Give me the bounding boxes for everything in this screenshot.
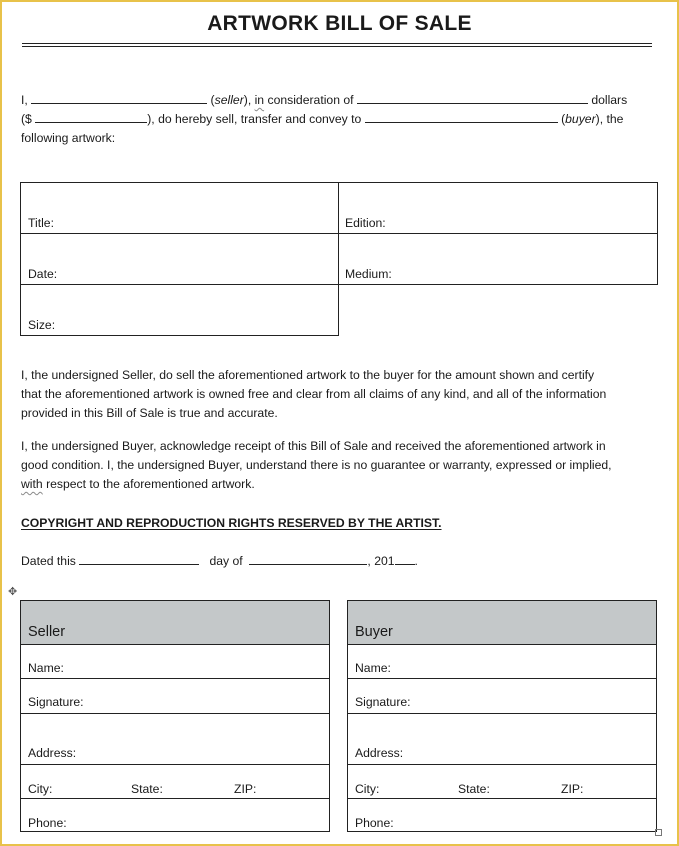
buyer-state-label: State: (458, 782, 490, 796)
seller-signature-row[interactable] (21, 679, 329, 714)
seller-box-header (21, 601, 329, 645)
move-handle-icon[interactable]: ✥ (8, 586, 18, 598)
buyer-phone-label: Phone: (355, 816, 394, 830)
resize-handle-icon[interactable] (655, 829, 662, 836)
seller-phone-row[interactable] (21, 799, 329, 832)
buyer-box (347, 600, 657, 832)
date-field-label: Date: (28, 267, 58, 281)
buyer-signature-label: Signature: (355, 695, 411, 709)
edition-field-label: Edition: (345, 216, 386, 230)
seller-cert-line-2: that the aforementioned artwork is owned free and clear from all claims of any kind, and all of the information (21, 387, 607, 401)
day-blank[interactable] (79, 553, 199, 565)
seller-address-label: Address: (28, 746, 77, 760)
seller-box (20, 600, 330, 832)
seller-name-row[interactable] (21, 644, 329, 679)
buyer-ack-line-3: with respect to the aforementioned artwork. (21, 477, 255, 491)
buyer-signature-row[interactable] (348, 679, 656, 714)
year-blank[interactable] (395, 553, 415, 565)
size-field-label: Size: (28, 318, 56, 332)
seller-name-label: Name: (28, 661, 64, 675)
buyer-phone-row[interactable] (348, 799, 656, 832)
buyer-ack-line-1: I, the undersigned Buyer, acknowledge receipt of this Bill of Sale and received the aforementioned artwork in (21, 439, 606, 453)
title-rule-bottom (22, 46, 652, 47)
dated-line: Dated this day of , 201 . (21, 554, 418, 568)
buyer-heading: Buyer (355, 624, 393, 640)
seller-address-row[interactable] (21, 714, 329, 765)
copyright-notice: COPYRIGHT AND REPRODUCTION RIGHTS RESERVED BY THE ARTIST. (21, 516, 442, 530)
buyer-city-row[interactable] (348, 765, 656, 799)
buyer-address-row[interactable] (348, 714, 656, 765)
seller-city-label: City: (28, 782, 53, 796)
buyer-name-label: Name: (355, 661, 391, 675)
title-field-label: Title: (28, 216, 54, 230)
month-blank[interactable] (249, 553, 367, 565)
seller-state-label: State: (131, 782, 163, 796)
buyer-address-label: Address: (355, 746, 404, 760)
buyer-name-row[interactable] (348, 644, 656, 679)
seller-zip-label: ZIP: (234, 782, 257, 796)
seller-phone-label: Phone: (28, 816, 67, 830)
seller-heading: Seller (28, 624, 66, 640)
buyer-ack-line-2: good condition. I, the undersigned Buyer, understand there is no guarantee or warranty, expressed or implied, (21, 458, 612, 472)
consideration-blank[interactable] (357, 92, 588, 104)
buyer-name-blank[interactable] (365, 111, 558, 123)
seller-cert-line-3: provided in this Bill of Sale is true and accurate. (21, 406, 278, 420)
seller-city-row[interactable] (21, 765, 329, 799)
intro-line-3: following artwork: (21, 131, 116, 145)
seller-signature-label: Signature: (28, 695, 84, 709)
buyer-box-header (348, 601, 656, 645)
intro-line-2: ($ ), do hereby sell, transfer and convey to (buyer), the (21, 112, 624, 126)
document-title: ARTWORK BILL OF SALE (207, 12, 472, 35)
buyer-zip-label: ZIP: (561, 782, 584, 796)
seller-cert-line-1: I, the undersigned Seller, do sell the aforementioned artwork to the buyer for the amount shown and certify (21, 368, 595, 382)
seller-name-blank[interactable] (31, 92, 207, 104)
intro-line-1: I, (seller), in consideration of dollars (21, 93, 628, 107)
medium-field-label: Medium: (345, 267, 392, 281)
title-rule-top (22, 43, 652, 44)
amount-blank[interactable] (35, 111, 147, 123)
buyer-city-label: City: (355, 782, 380, 796)
